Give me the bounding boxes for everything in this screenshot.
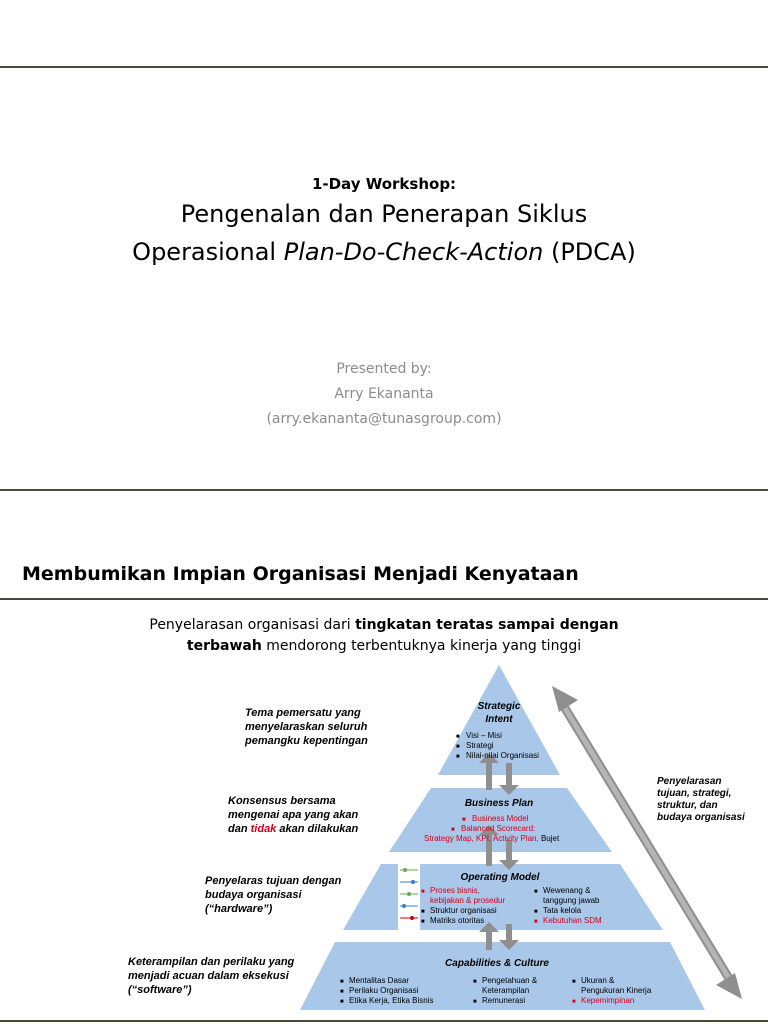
label-line: menyelaraskan seluruh	[245, 721, 368, 733]
bp-item-3-red: Strategy Map, KPI, Activity Plan,	[424, 834, 539, 843]
cc-col1-3: Etika Kerja, Etika Bisnis	[349, 996, 434, 1005]
label-line: budaya organisasi	[205, 889, 302, 901]
bullet: ■	[421, 889, 425, 895]
cc-col1-2: Perilaku Organisasi	[349, 986, 419, 995]
om-col1-red-1: Proses bisnis,	[430, 886, 480, 895]
label-line: pemangku kepentingan	[245, 735, 368, 747]
si-item-3: Nilai-nilai Organisasi	[466, 751, 539, 760]
label-part: dan	[228, 823, 251, 835]
bullet: ■	[421, 919, 425, 925]
presenter-email: (arry.ekananta@tunasgroup.com)	[266, 411, 502, 427]
bullet: ■	[340, 999, 344, 1005]
om-col2-red: Kebutuhan SDM	[543, 916, 602, 925]
label-line: Penyelarasan	[657, 776, 722, 787]
intro-2b: mendorong terbentuknya kinerja yang tinggi	[261, 638, 582, 654]
intro-1b: tingkatan teratas sampai dengan	[355, 617, 619, 633]
label-line: struktur, dan	[657, 800, 718, 811]
bullet: ■	[456, 734, 460, 740]
presenter-name: Arry Ekananta	[334, 386, 434, 402]
label-line: Penyelaras tujuan dengan	[205, 875, 342, 887]
cc-col3-1: Ukuran &	[581, 976, 615, 985]
label-line: budaya organisasi	[657, 812, 745, 823]
label-line: Tema pemersatu yang	[245, 707, 361, 719]
bullet: ■	[534, 889, 538, 895]
label-line: (“hardware”)	[205, 903, 273, 915]
bottom-divider	[0, 1020, 768, 1022]
bullet: ■	[572, 999, 576, 1005]
bp-item-3-black: Bujet	[538, 834, 560, 843]
cc-col2-3: Remunerasi	[482, 996, 526, 1005]
strategic-intent-title-2: Intent	[485, 714, 513, 725]
slide2-title: Membumikan Impian Organisasi Menjadi Kenyataan	[22, 563, 579, 585]
label-line: tujuan, strategi,	[657, 788, 732, 799]
business-plan-title: Business Plan	[464, 798, 534, 809]
om-col2-3: Tata kelola	[543, 906, 582, 915]
bullet: ■	[456, 754, 460, 760]
bp-item-1: Business Model	[472, 814, 529, 823]
title-italic: Plan-Do-Check-Action	[283, 238, 544, 266]
bullet: ■	[340, 979, 344, 985]
om-col2-1: Wewenang &	[543, 886, 591, 895]
label-line: mengenai apa yang akan	[228, 809, 359, 821]
om-col2-2: tanggung jawab	[543, 896, 600, 905]
om-col1-black-2: Matriks otoritas	[430, 916, 485, 925]
label-line: (“software”)	[128, 984, 192, 996]
cc-col2-2: Keterampilan	[482, 986, 530, 995]
om-col1-red-2: kebijakan & prosedur	[430, 896, 506, 905]
workshop-subtitle: 1-Day Workshop:	[311, 175, 457, 193]
label-part: akan dilakukan	[276, 823, 359, 835]
bullet: ■	[473, 999, 477, 1005]
bullet: ■	[462, 817, 466, 823]
title-pre: Operasional	[132, 238, 284, 266]
bullet: ■	[572, 979, 576, 985]
process-map-thumbnail	[398, 858, 420, 934]
om-col1-black-1: Struktur organisasi	[430, 906, 497, 915]
bp-item-2: Balanced Scorecard:	[461, 824, 536, 833]
strategic-intent-title-1: Strategic	[477, 701, 521, 712]
cc-col2-1: Pengetahuan &	[482, 976, 538, 985]
cc-col3-2: Pengukuran Kinerja	[581, 986, 652, 995]
label-line: menjadi acuan dalam eksekusi	[128, 970, 289, 982]
bullet: ■	[534, 919, 538, 925]
presented-by: Presented by:	[336, 361, 432, 377]
bullet: ■	[456, 744, 460, 750]
bullet: ■	[340, 989, 344, 995]
bp-item-3	[424, 834, 560, 843]
bullet: ■	[451, 827, 455, 833]
operating-model-title: Operating Model	[460, 872, 540, 883]
bullet: ■	[473, 979, 477, 985]
capabilities-title: Capabilities & Culture	[445, 958, 549, 969]
title-post: (PDCA)	[543, 238, 636, 266]
cc-col3-red: Kepemimpinan	[581, 996, 635, 1005]
bullet: ■	[534, 909, 538, 915]
cc-col1-1: Mentalitas Dasar	[349, 976, 410, 985]
intro-2a: terbawah	[186, 638, 262, 654]
label-line: Keterampilan dan perilaku yang	[128, 956, 295, 968]
bullet: ■	[421, 909, 425, 915]
label-part-red: tidak	[250, 823, 277, 835]
si-item-2: Strategi	[466, 741, 494, 750]
workshop-title-line1: Pengenalan dan Penerapan Siklus	[180, 200, 588, 228]
label-line: Konsensus bersama	[228, 795, 336, 807]
intro-1a: Penyelarasan organisasi dari	[149, 617, 356, 633]
si-item-1: Visi – Misi	[466, 731, 502, 740]
